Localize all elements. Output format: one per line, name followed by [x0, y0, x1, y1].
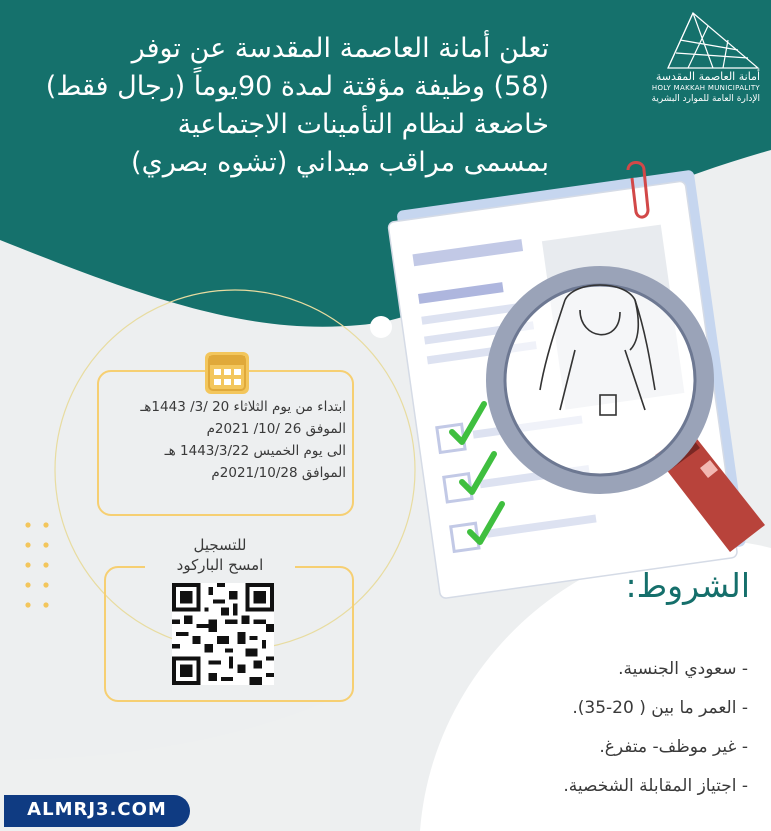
headline-line: بمسمى مراقب ميداني (تشوه بصري) [131, 147, 549, 178]
date-line: الى يوم الخميس 1443/3/22 هـ [164, 443, 346, 459]
logo-department: الإدارة العامة للموارد البشرية [651, 94, 760, 104]
date-line: ابتداء من يوم الثلاثاء 20 /3/ 1443هـ [140, 399, 346, 415]
headline-line: خاضعة لنظام التأمينات الاجتماعية [177, 109, 549, 140]
date-line: الموافق 2021/10/28م [211, 465, 346, 481]
headline-line: تعلن أمانة العاصمة المقدسة عن توفر [131, 33, 549, 64]
conditions-title: الشروط: [625, 566, 750, 605]
headline-line: (58) وظيفة مؤقتة لمدة 90يوماً (رجال فقط) [45, 71, 549, 102]
magnifier-illustration [495, 275, 705, 485]
condition-item: - غير موظف- متفرغ. [599, 737, 748, 757]
condition-item: - سعودي الجنسية. [618, 659, 748, 679]
register-label: للتسجيل [193, 536, 247, 554]
qr-code[interactable] [172, 583, 274, 685]
condition-item: - اجتياز المقابلة الشخصية. [563, 776, 748, 796]
scan-label: امسح الباركود [145, 556, 295, 574]
logo-icon [598, 8, 763, 108]
condition-item: - العمر ما بين ( 20-35). [572, 698, 748, 718]
date-line: الموفق 26 /10/ 2021م [206, 421, 346, 437]
logo-name-ar: أمانة العاصمة المقدسة [655, 70, 760, 83]
date-text [110, 396, 346, 484]
logo-name-en: HOLY MAKKAH MUNICIPALITY [651, 84, 760, 92]
conditions-list [380, 650, 748, 806]
site-label[interactable]: ALMRJ3.COM [27, 799, 167, 820]
headline [9, 30, 549, 182]
calendar-icon [205, 352, 249, 394]
